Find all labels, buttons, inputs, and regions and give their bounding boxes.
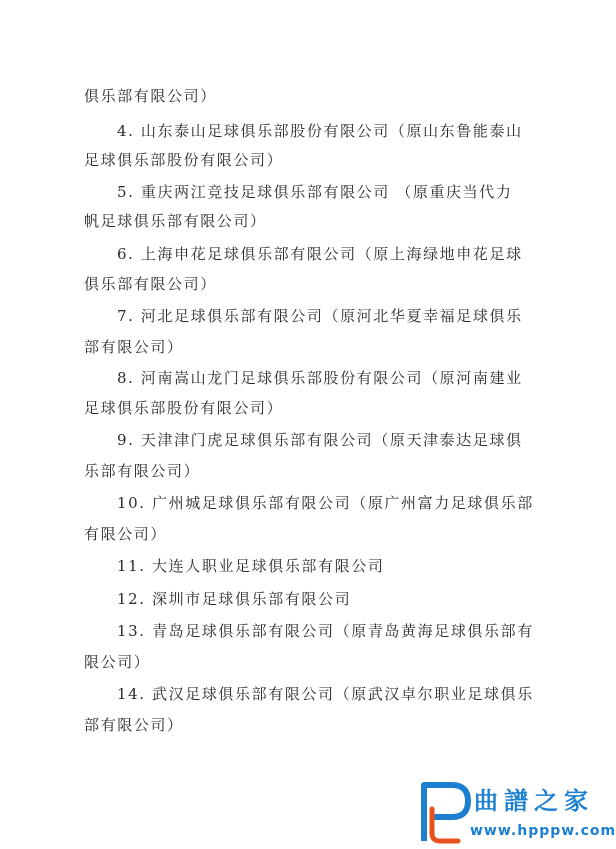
watermark-url: www.hpppw.com [470, 823, 616, 839]
text-line: 6. 上海申花足球俱乐部有限公司（原上海绿地申花足球 [117, 245, 523, 263]
text-line: 12. 深圳市足球俱乐部有限公司 [117, 590, 352, 608]
text-line: 9. 天津津门虎足球俱乐部有限公司（原天津泰达足球俱 [117, 431, 523, 449]
text-line: 5. 重庆两江竞技足球俱乐部有限公司 （原重庆当代力 [117, 183, 513, 201]
text-line: 足球俱乐部股份有限公司） [84, 151, 284, 169]
text-line: 10. 广州城足球俱乐部有限公司（原广州富力足球俱乐部 [117, 494, 534, 512]
site-watermark [418, 775, 616, 847]
site-logo-icon [418, 775, 470, 845]
text-line: 8. 河南嵩山龙门足球俱乐部股份有限公司（原河南建业 [117, 369, 523, 387]
watermark-title: 曲譜之家 [474, 787, 594, 815]
text-line: 俱乐部有限公司） [84, 275, 217, 293]
text-line: 俱乐部有限公司） [84, 87, 217, 105]
text-line: 4. 山东泰山足球俱乐部股份有限公司（原山东鲁能泰山 [117, 122, 523, 140]
text-line: 14. 武汉足球俱乐部有限公司（原武汉卓尔职业足球俱乐 [117, 685, 534, 703]
text-line: 有限公司） [84, 525, 168, 543]
text-line: 部有限公司） [84, 716, 184, 734]
text-line: 限公司） [84, 653, 151, 671]
text-line: 足球俱乐部股份有限公司） [84, 399, 284, 417]
text-line: 部有限公司） [84, 338, 184, 356]
text-line: 帆足球俱乐部有限公司） [84, 212, 267, 230]
text-line: 乐部有限公司） [84, 462, 201, 480]
text-line: 11. 大连人职业足球俱乐部有限公司 [117, 557, 385, 575]
text-line: 13. 青岛足球俱乐部有限公司（原青岛黄海足球俱乐部有 [117, 622, 534, 640]
text-line: 7. 河北足球俱乐部有限公司（原河北华夏幸福足球俱乐 [117, 307, 523, 325]
